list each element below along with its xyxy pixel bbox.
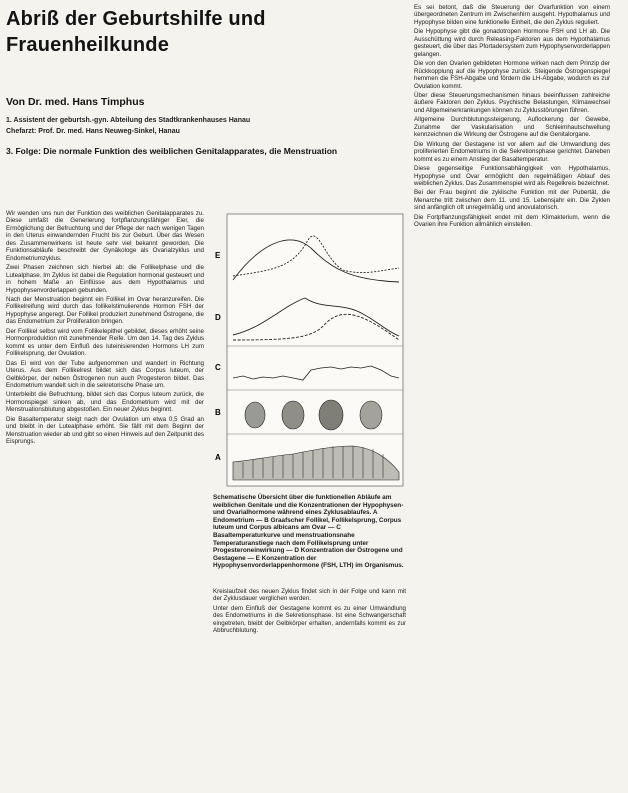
paragraph: Die Basaltemperatur steigt nach der Ovulation um etwa 0,5 Grad an und bleibt in der Lutealphase erhöht. Sie fällt mit dem Beginn der Menstruation wieder ab und gibt so einen Hinweis auf den Zeitpunkt des Eisprungs. <box>6 415 204 446</box>
paragraph: Allgemeine Durchblutungssteigerung, Auflockerung der Gewebe, Zunahme der Vaskularisation und Schleimhautschwellung kennzeichnen die Wirkung der Östrogene auf die Genitalorgane. <box>414 116 610 139</box>
paragraph: Kreislaufzeit des neuen Zyklus findet sich in der Folge und kann mit der Zyklusdauer verglichen werden. <box>213 588 406 603</box>
author-line: Von Dr. med. Hans Timphus <box>6 96 145 108</box>
corpus-luteum-oval <box>319 400 343 430</box>
paragraph: Unterbleibt die Befruchtung, bildet sich das Corpus luteum zurück, die Hormonspiegel sinken ab, und das Endometrium wird mit der Menstruationsblutung abgestoßen. Ein neuer Zyklus beginnt. <box>6 391 204 414</box>
paragraph: Diese gegenseitige Funktionsabhängigkeit von Hypothalamus, Hypophyse und Ovar ermöglicht den regelmäßigen Ablauf des weiblichen Zyklus. Das Zusammenspiel wird als Regelkreis bezeichnet. <box>414 165 610 187</box>
paragraph: Wir wenden uns nun der Funktion des weiblichen Genitalapparates zu. Diese umfaßt die Generierung fortpflanzungsfähiger Eier, die Ermöglichung der Befruchtung und der Pflege der nach wenigen Tagen in den Uterus einwandernden Frucht bis zur Geburt. Über das Wesen des Zusammenwirkens ist heute sehr viel bekannt geworden. Die Funktionsabläufe beschreibt der Gynäkologe als Ovarialzyklus und Endometriumzyklus. <box>6 210 204 262</box>
row-label-b: B <box>215 408 221 417</box>
paragraph: Unter dem Einfluß der Gestagene kommt es zu einer Umwandlung des Endometriums in die Sekretionsphase. Ist eine Schwangerschaft eingetreten, bleibt der Gelbkörper erhalten, andernfalls kommt es zur Abbruchblutung. <box>213 604 406 635</box>
row-label-c: C <box>215 363 221 372</box>
paragraph: Das Ei wird von der Tube aufgenommen und wandert in Richtung Uterus. Aus dem Follikelrest bildet sich das Corpus luteum, der Gelbkörper, der neben Östrogenen nun auch Progesteron bildet. Das Endometrium wandelt sich in die sekretorische Phase um. <box>6 359 204 389</box>
cycle-diagram-svg <box>213 210 406 490</box>
affiliation-1: 1. Assistent der geburtsh.-gyn. Abteilung des Stadtkrankenhauses Hanau <box>6 117 251 124</box>
corpus-albicans-oval <box>360 401 382 429</box>
title-line-2: Frauenheilkunde <box>6 34 170 56</box>
paragraph: Bei der Frau beginnt die zyklische Funktion mit der Pubertät, die Menarche tritt zwischen dem 11. und 15. Lebensjahr ein. Die Zyklen sind anfänglich oft unregelmäßig und anovulatorisch. <box>414 189 610 212</box>
figure-frame <box>227 214 403 486</box>
paragraph: Der Follikel selbst wird vom Follikelepithel gebildet, dieses erhöht seine Hormonproduktion mit zunehmender Reife. Um den 14. Tag des Zyklus kommt es unter dem Einfluß des luteinisierenden Hormons LH zum Follikelsprung, der Ovulation. <box>6 327 204 358</box>
figure-caption: Schematische Übersicht über die funktionellen Abläufe am weiblichen Genitale und die Konzentrationen der Hypophysen- und Ovarialhormone während eines Zyklusablaufes. A Endometrium — B Graafscher Follikel, Follikelsprung, Corpus luteum und Corpus albicans am Ovar — C Basaltemperaturkurve und menstruationsnahe Temperaturanstiege nach dem Follikelsprung unter Progesteroneinwirkung — D Konzentration der Östrogene und Gestagene — E Konzentration der Hypophysenvorderlappenhormone (FSH, LTH) im Organismus. <box>213 494 404 570</box>
follicle-oval-2 <box>282 401 304 429</box>
paragraph: Über diese Steuerungsmechanismen hinaus beeinflussen zahlreiche äußere Faktoren den Zyklus. Psychische Belastungen, Klimawechsel und Allgemeinerkrankungen können zu Zyklusstörungen führen. <box>414 91 610 114</box>
follicle-oval-1 <box>245 402 265 428</box>
paragraph: Nach der Menstruation beginnt ein Follikel im Ovar heranzureifen. Die Follikelreifung wird durch das follikelstimulierende Hormon FSH der Hypophyse angeregt. Der Follikel produziert zunehmend Östrogene, die das Endometrium zur Proliferation bringen. <box>6 295 204 326</box>
body-column-3 <box>414 4 610 788</box>
article-title <box>6 6 401 58</box>
paragraph: Die von den Ovarien gebildeten Hormone wirken nach dem Prinzip der Rückkopplung auf die Hypophyse zurück. Steigende Östrogenspiegel hemmen die FSH-Abgabe und fördern die LH-Abgabe, wodurch es zur Ovulation kommt. <box>414 60 610 90</box>
series-part-heading: 3. Folge: Die normale Funktion des weiblichen Genitalapparates, die Menstruation <box>6 146 338 156</box>
paragraph: Die Fortpflanzungsfähigkeit endet mit dem Klimakterium, wenn die Ovarien ihre Funktion allmählich einstellen. <box>414 213 610 229</box>
row-label-a: A <box>215 453 221 462</box>
paragraph: Es sei betont, daß die Steuerung der Ovarfunktion von einem übergeordneten Zentrum im Zwischenhirn ausgeht. Hypothalamus und Hypophyse bilden eine funktionelle Einheit, die den Zyklus reguliert. <box>414 4 610 26</box>
paragraph: Die Wirkung der Gestagene ist vor allem auf die Umwandlung des proliferierten Endometriums in die Sekretionsphase gerichtet. Daneben kommt es zu einem Anstieg der Basaltemperatur. <box>414 140 610 163</box>
body-column-1 <box>6 210 204 788</box>
row-label-d: D <box>215 313 221 322</box>
cycle-figure <box>213 210 406 490</box>
body-column-2 <box>213 588 406 788</box>
paragraph: Zwei Phasen zeichnen sich hierbei ab: die Follikelphase und die Lutealphase. Im Zyklus ist dabei die Regulation hormonal gesteuert und in hohem Maße an Einflüsse aus dem Hypothalamus und Hypophysenvorderlappen gebunden. <box>6 264 204 294</box>
paragraph: Die Hypophyse gibt die gonadotropen Hormone FSH und LH ab. Die Ausschüttung wird durch Releasing-Faktoren aus dem Hypothalamus gesteuert, die über das Pfortadersystem zum Hypophysenvorderlappen gelangen. <box>414 28 610 58</box>
row-label-e: E <box>215 251 221 260</box>
affiliation-2: Chefarzt: Prof. Dr. med. Hans Neuweg-Sinkel, Hanau <box>6 128 180 135</box>
title-line-1: Abriß der Geburtshilfe und <box>6 8 266 30</box>
